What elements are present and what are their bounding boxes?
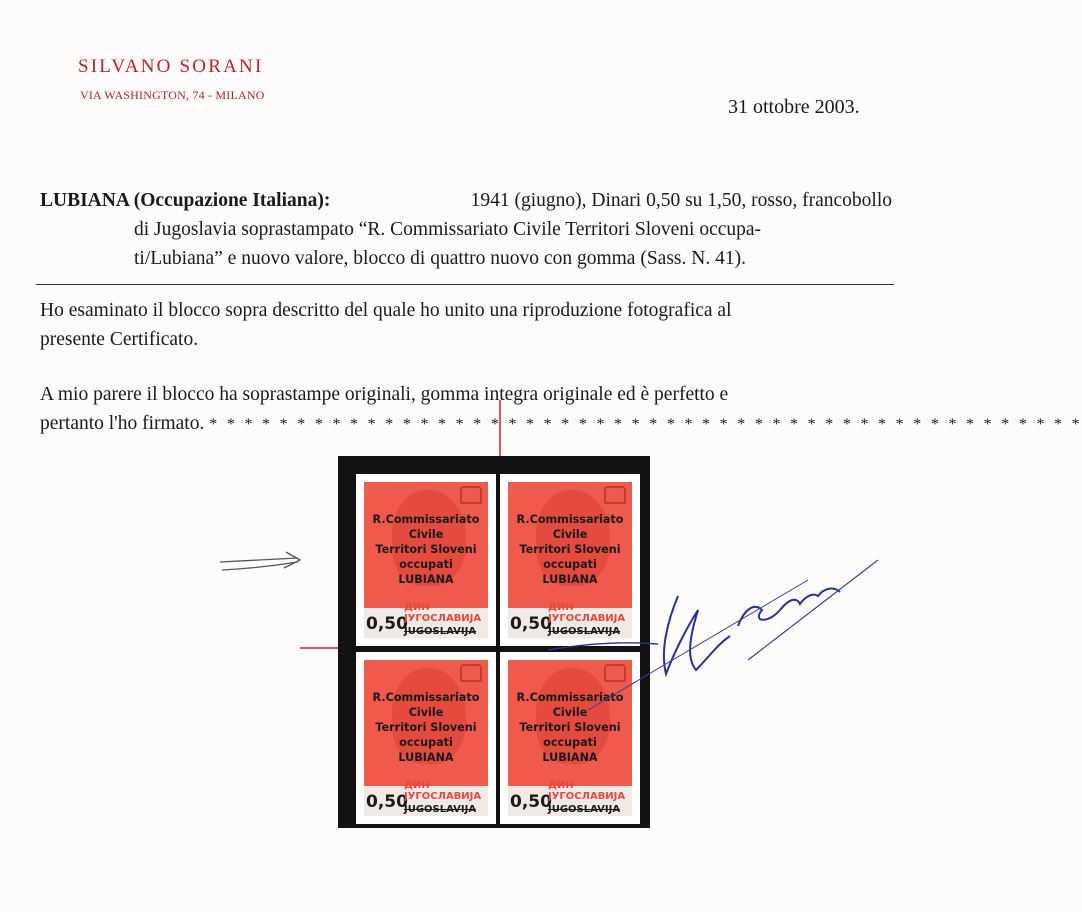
overprint-line: R.Commissariato <box>372 513 480 526</box>
overprint-line: Civile <box>408 528 444 541</box>
stamp-bottom-left <box>356 652 496 824</box>
new-value: 0,50 <box>366 614 408 634</box>
description-line-3: ti/Lubiana” e nuovo valore, blocco di quattro nuovo con gomma (Sass. N. 41). <box>134 248 746 269</box>
description-line-1 <box>40 186 892 215</box>
overprint <box>364 690 488 765</box>
overprint-line: Territori Sloveni <box>375 543 477 556</box>
country-cyrillic: ДИН ЈУГОСЛАВИЈА <box>548 602 626 624</box>
value-strip <box>508 780 632 816</box>
country-cyrillic: ДИН ЈУГОСЛАВИЈА <box>548 780 626 802</box>
examination-line-1: Ho esaminato il blocco sopra descritto del quale ho unito una riproduzione fotografica al <box>40 300 732 321</box>
crown-icon <box>460 486 482 504</box>
examination-line-2: presente Certificato. <box>40 329 199 350</box>
arrow-icon <box>216 550 306 580</box>
new-value: 0,50 <box>510 792 552 812</box>
crown-icon <box>460 664 482 682</box>
stamp-description <box>40 186 892 273</box>
overprint-line: occupati <box>399 736 453 749</box>
letterhead-address: VIA WASHINGTON, 74 - MILANO <box>80 88 265 102</box>
overprint-line: Civile <box>552 706 588 719</box>
new-value: 0,50 <box>366 792 408 812</box>
country-cyrillic: ДИН ЈУГОСЛАВИЈА <box>404 602 482 624</box>
signature-icon <box>548 540 888 710</box>
overprint-line: LUBIANA <box>398 751 454 764</box>
overprint-line: Territori Sloveni <box>519 721 621 734</box>
divider-rule <box>36 284 894 285</box>
overprint-line: occupati <box>543 736 597 749</box>
overprint-line: R.Commissariato <box>516 691 624 704</box>
overprint <box>364 512 488 587</box>
value-strip <box>364 602 488 638</box>
overprint-line: Civile <box>552 528 588 541</box>
overprint-line: Territori Sloveni <box>519 543 621 556</box>
overprint-line: occupati <box>543 558 597 571</box>
description-line-2: di Jugoslavia soprastampato “R. Commissariato Civile Territori Sloveni occupa- <box>134 219 762 240</box>
overprint-line: Civile <box>408 706 444 719</box>
overprint-line: LUBIANA <box>542 751 598 764</box>
star-line: * * * * * * * * * * * * * * * * * * * * * * * * * * * * * * * * * * * * * * * * * * * * * * * * * * <box>209 416 1082 433</box>
opinion-line-1: A mio parere il blocco ha soprastampe originali, gomma integra originale ed è perfetto e <box>40 384 729 405</box>
country-latin: JUGOSLAVIJA <box>548 626 621 637</box>
new-value: 0,50 <box>510 614 552 634</box>
letterhead-name: SILVANO SORANI <box>78 56 264 77</box>
overprint-line: Territori Sloveni <box>375 721 477 734</box>
overprint-line: R.Commissariato <box>516 513 624 526</box>
stamp-top-left <box>356 474 496 646</box>
opinion-line-2-text: pertanto l'ho firmato. <box>40 413 205 434</box>
crown-icon <box>604 486 626 504</box>
overprint-line: LUBIANA <box>398 573 454 586</box>
examination-paragraph <box>40 296 892 354</box>
description-label: LUBIANA (Occupazione Italiana): <box>40 190 331 211</box>
overprint-line: LUBIANA <box>542 573 598 586</box>
country-cyrillic: ДИН ЈУГОСЛАВИЈА <box>404 780 482 802</box>
overprint-line: R.Commissariato <box>372 691 480 704</box>
certificate-date: 31 ottobre 2003. <box>728 96 860 118</box>
country-latin: JUGOSLAVIJA <box>548 804 621 815</box>
value-strip <box>364 780 488 816</box>
overprint-line: occupati <box>399 558 453 571</box>
country-latin: JUGOSLAVIJA <box>404 804 477 815</box>
country-latin: JUGOSLAVIJA <box>404 626 477 637</box>
description-text-1: 1941 (giugno), Dinari 0,50 su 1,50, rosso, francobollo <box>470 190 892 211</box>
